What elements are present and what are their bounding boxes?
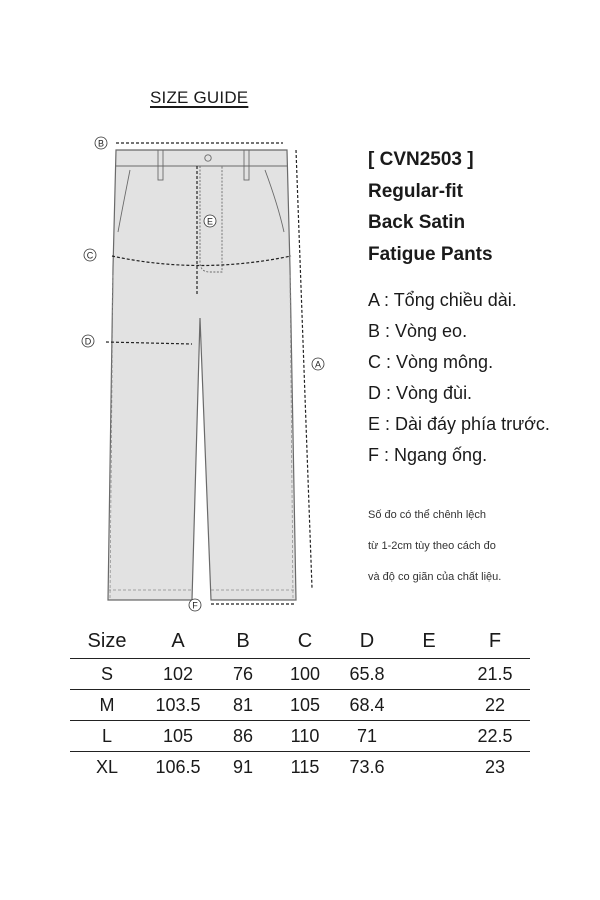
cell-a: 102	[144, 659, 212, 690]
cell-c: 100	[274, 659, 336, 690]
table-header-row	[70, 624, 530, 659]
cell-f: 22.5	[460, 721, 530, 752]
cell-e	[398, 721, 460, 752]
cell-e	[398, 659, 460, 690]
cell-c: 105	[274, 690, 336, 721]
cell-b: 76	[212, 659, 274, 690]
legend-item-c: C : Vòng mông.	[368, 352, 494, 372]
legend-item-d: D : Vòng đùi.	[368, 383, 473, 403]
measurement-note	[368, 500, 501, 593]
cell-f: 23	[460, 752, 530, 783]
marker-d-label: D	[84, 336, 92, 347]
cell-a: 105	[144, 721, 212, 752]
legend-item-a: A : Tổng chiều dài.	[368, 290, 517, 310]
legend-item-f: F : Ngang ống.	[368, 445, 488, 465]
cell-size: M	[70, 690, 144, 721]
pants-outline	[108, 150, 296, 600]
product-code: [ CVN2503 ]	[368, 149, 474, 170]
measurement-legend	[368, 285, 550, 471]
cell-b: 81	[212, 690, 274, 721]
note-line-2: từ 1-2cm tùy theo cách đo	[368, 540, 496, 552]
marker-a-label: A	[314, 359, 322, 370]
note-line-1: Số đo có thể chênh lệch	[368, 509, 487, 521]
cell-e	[398, 690, 460, 721]
header-d: D	[359, 629, 375, 652]
legend-item-b: B : Vòng eo.	[368, 321, 468, 341]
cell-b: 86	[212, 721, 274, 752]
measure-a-line	[296, 150, 312, 588]
table-row	[70, 659, 530, 690]
marker-c-label: C	[86, 250, 94, 261]
header-f: F	[488, 629, 502, 652]
cell-d: 71	[336, 721, 398, 752]
cell-f: 21.5	[460, 659, 530, 690]
cell-c: 110	[274, 721, 336, 752]
header-b: B	[236, 629, 250, 652]
product-name-line-2: Back Satin	[368, 212, 466, 233]
cell-b: 91	[212, 752, 274, 783]
cell-size: S	[70, 659, 144, 690]
cell-d: 65.8	[336, 659, 398, 690]
table-row	[70, 690, 530, 721]
marker-b-label: B	[97, 138, 105, 149]
header-c: C	[297, 629, 313, 652]
product-name	[368, 144, 493, 270]
legend-item-e: E : Dài đáy phía trước.	[368, 414, 550, 434]
cell-a: 103.5	[144, 690, 212, 721]
marker-e-label: E	[206, 216, 214, 227]
cell-d: 68.4	[336, 690, 398, 721]
table-row	[70, 721, 530, 752]
table-row	[70, 752, 530, 783]
note-line-3: và độ co giãn của chất liệu.	[368, 571, 502, 583]
product-name-line-3: Fatigue Pants	[368, 243, 493, 265]
header-e: E	[422, 629, 436, 652]
cell-a: 106.5	[144, 752, 212, 783]
header-a: A	[171, 629, 185, 652]
cell-f: 22	[460, 690, 530, 721]
header-size: Size	[87, 629, 127, 652]
page-title: SIZE GUIDE	[150, 88, 249, 107]
size-table	[70, 624, 530, 782]
cell-d: 73.6	[336, 752, 398, 783]
cell-e	[398, 752, 460, 783]
marker-f-label: F	[192, 600, 198, 611]
cell-size: XL	[70, 752, 144, 783]
product-name-line-1: Regular-fit	[368, 180, 463, 202]
cell-size: L	[70, 721, 144, 752]
cell-c: 115	[274, 752, 336, 783]
